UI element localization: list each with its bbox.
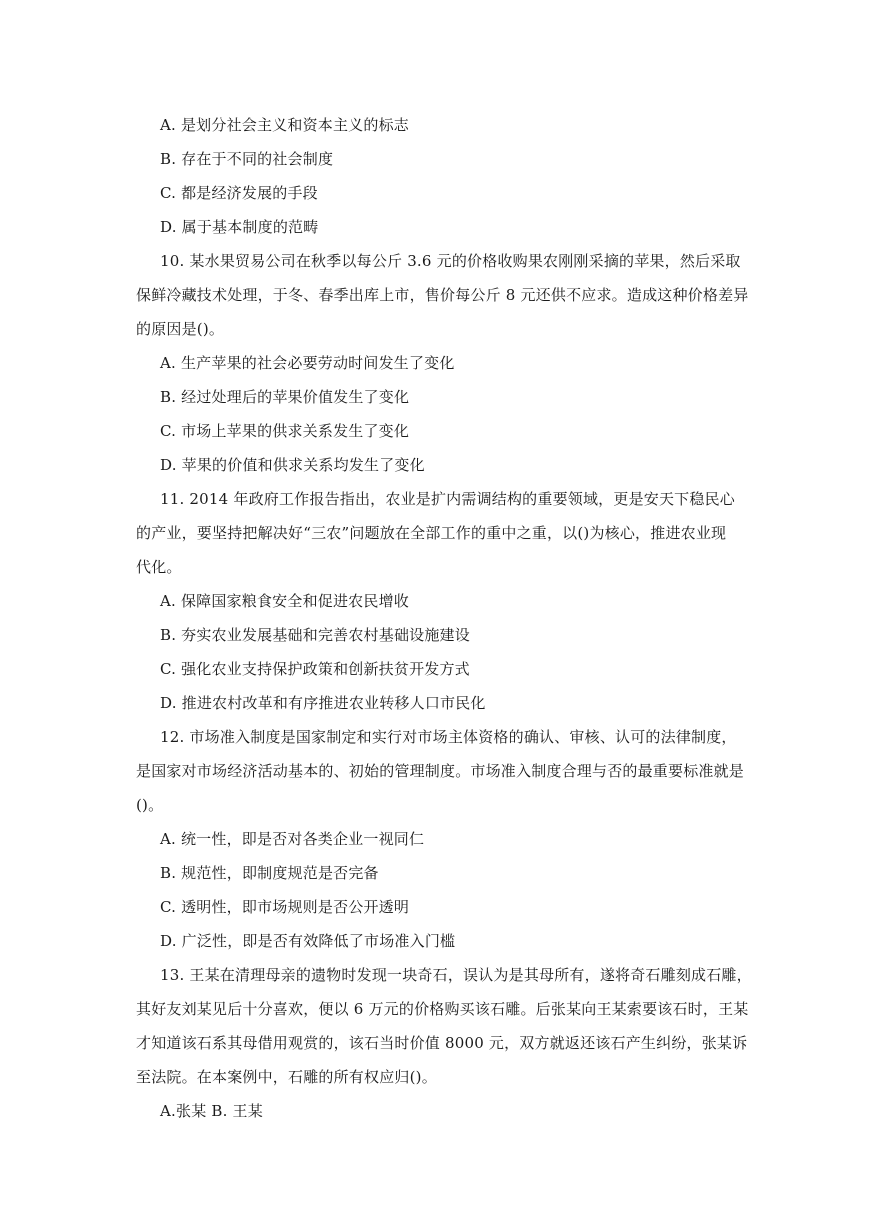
q10-option-b: B. 经过处理后的苹果价值发生了变化: [160, 388, 410, 406]
q10-stem-line-1: 10. 某水果贸易公司在秋季以每公斤 3.6 元的价格收购果农刚刚采摘的苹果，然后采取: [160, 252, 741, 270]
q11-option-c: C. 强化农业支持保护政策和创新扶贫开发方式: [160, 660, 470, 678]
q12-stem-line-1: 12. 市场准入制度是国家制定和实行对市场主体资格的确认、审核、认可的法律制度，: [160, 728, 737, 746]
q11-stem-line-2: 的产业，要坚持把解决好“三农”问题放在全部工作的重中之重，以()为核心，推进农业现: [136, 524, 727, 542]
q11-stem-line-3: 代化。: [136, 558, 182, 576]
q13-stem-line-3: 才知道该石系其母借用观赏的，该石当时价值 8000 元，双方就返还该石产生纠纷，张某诉: [136, 1034, 748, 1052]
q9-option-b: B. 存在于不同的社会制度: [160, 150, 334, 168]
q12-stem-line-3: ()。: [136, 796, 164, 814]
q10-stem-line-2: 保鲜冷藏技术处理，于冬、春季出库上市，售价每公斤 8 元还供不应求。造成这种价格差异: [136, 286, 749, 304]
q12-stem-line-2: 是国家对市场经济活动基本的、初始的管理制度。市场准入制度合理与否的最重要标准就是: [136, 762, 745, 780]
q13-stem-line-2: 其好友刘某见后十分喜欢，便以 6 万元的价格购买该石雕。后张某向王某索要该石时，王某: [136, 1000, 749, 1018]
q13-stem-line-1: 13. 王某在清理母亲的遗物时发现一块奇石，误认为是其母所有，遂将奇石雕刻成石雕，: [160, 966, 752, 984]
q9-option-d: D. 属于基本制度的范畴: [160, 218, 319, 236]
q11-stem-line-1: 11. 2014 年政府工作报告指出，农业是扩内需调结构的重要领域，更是安天下稳民心: [160, 490, 735, 508]
q13-options-ab: A.张某 B. 王某: [160, 1102, 263, 1120]
q9-option-a: A. 是划分社会主义和资本主义的标志: [160, 116, 409, 134]
q11-option-d: D. 推进农村改革和有序推进农业转移人口市民化: [160, 694, 486, 712]
q12-option-c: C. 透明性，即市场规则是否公开透明: [160, 898, 410, 916]
q12-option-d: D. 广泛性，即是否有效降低了市场准入门槛: [160, 932, 456, 950]
q10-option-a: A. 生产苹果的社会必要劳动时间发生了变化: [160, 354, 455, 372]
q10-option-c: C. 市场上苹果的供求关系发生了变化: [160, 422, 410, 440]
q11-option-b: B. 夯实农业发展基础和完善农村基础设施建设: [160, 626, 470, 644]
q12-option-a: A. 统一性，即是否对各类企业一视同仁: [160, 830, 425, 848]
q10-option-d: D. 苹果的价值和供求关系均发生了变化: [160, 456, 425, 474]
q13-stem-line-4: 至法院。在本案例中，石雕的所有权应归()。: [136, 1068, 437, 1086]
q12-option-b: B. 规范性，即制度规范是否完备: [160, 864, 379, 882]
page-content: [136, 108, 752, 1128]
q9-option-c: C. 都是经济发展的手段: [160, 184, 318, 202]
q10-stem-line-3: 的原因是()。: [136, 320, 225, 338]
q11-option-a: A. 保障国家粮食安全和促进农民增收: [160, 592, 409, 610]
